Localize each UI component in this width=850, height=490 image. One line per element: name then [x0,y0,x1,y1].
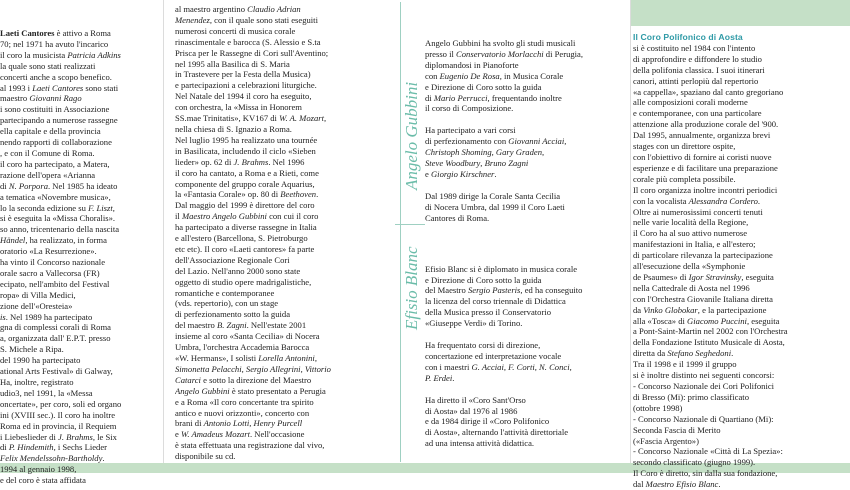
text-line: del 1990 ha partecipato [0,355,81,366]
text-line: con l'obiettivo di fornire ai coristi nuove [633,151,772,162]
text-line: e da 1984 dirige il «Coro Polifonico [425,416,550,427]
text-line: di Aosta» dal 1976 al 1986 [425,405,518,416]
text-line: antico e nuovi orizzonti», concerto con [175,407,310,418]
text-line: «Giuseppe Verdi» di Torino. [425,318,523,329]
text-line: la «Fantasia Corale» op. 80 di Beethoven. [175,189,319,200]
text-line: ella capitale e della provincia [0,126,101,137]
text-line: i sono costituiti in Associazione [0,104,110,115]
blanc-bio-3 [425,395,625,450]
text-line: dal Maestro Efisio Blanc. [633,479,721,490]
blanc-bio-1 [425,264,625,329]
text-line: in Basilicata, includendo il ciclo «Sieben [175,145,316,156]
text-line: Angelo Gubbini ha svolto gli studi musicali [425,38,576,48]
text-line: ad una intensa attività didattica. [425,438,535,449]
text-line: Ha diretto il «Coro Sant'Orso [425,394,526,405]
text-line: di perfezionamento con Giovanni Acciai, [425,136,567,147]
text-line: della Musica presso il Conservatorio [425,307,552,318]
text-line: 70; nel 1971 ha avuto l'incarico [0,38,109,49]
text-line: nella chiesa di S. Ignazio a Roma. [175,123,292,134]
text-line: oratorio «La Resurrezione». [0,246,97,257]
text-line: so anno, tricentenario della nascita [0,224,120,235]
gubbini-bio-2 [425,125,625,180]
text-line: ha vinto il Concorso nazionale [0,257,106,268]
text-line: Menendez, con il quale sono stati eseguiti [175,14,318,25]
text-line: stages con un direttore ospite, [633,141,736,152]
text-line: (vds. repertorio), con un stage [175,298,279,309]
horizontal-divider [395,224,425,225]
text-line: con Eugenio De Rosa, in Musica Corale [425,70,564,81]
text-line: il Maestro Angelo Gubbini con cui il coro [175,211,319,222]
text-line: diretta da Stefano Seghedoni. [633,348,734,359]
text-line: i Liebeslieder di J. Brahms, le Six [0,431,117,442]
text-line: a tematica «Novembre musica», [0,191,111,202]
text-line: si è inoltre distinto nei seguenti concorsi: [633,370,775,381]
vertical-divider [400,2,401,462]
text-line: di Nocera Umbra, dal 1999 il Coro Laeti [425,201,565,212]
text-line: Il Coro è diretto, sin dalla sua fondazione, [633,468,778,479]
text-line: dell'Associazione Regionale Cori [175,254,290,265]
text-line: di N. Porpora. Nel 1985 ha ideato [0,180,118,191]
text-line: («Fascia Argento») [633,435,699,446]
text-line: della Fondazione Istituto Musicale di Aosta, [633,337,785,348]
text-line: corale più completa possibile. [633,173,736,184]
text-line: la licenza del corso triennale di Didattica [425,296,566,307]
text-line: Dal 1995, annualmente, organizza brevi [633,130,771,141]
text-line: al 1993 i Laeti Cantores sono stati [0,82,119,93]
text-line: componente del gruppo corale Aquarius, [175,178,315,189]
text-line: alla «Tosca» di Giacomo Puccini, eseguita [633,315,780,326]
text-line: Seconda Fascia di Merito [633,424,721,435]
text-line: S. Michele a Ripa. [0,344,64,355]
text-line: e W. Amadeus Mozart. Nell'occasione [175,429,305,440]
text-line: in Trastevere per la Festa della Musica) [175,69,311,80]
text-line: gna di complessi corali di Roma [0,322,111,333]
text-line: ha partecipato a diverse rassegne in Italia [175,222,317,233]
text-line: Ha partecipato a vari corsi [425,125,516,136]
text-line: nelle varie località della Regione, [633,217,749,228]
text-line: e a Roma «Il coro concertante tra spirito [175,396,314,407]
text-line: di Aosta», alternando l'attività direttoriale [425,427,569,438]
text-line: il Coro ha al suo attivo numerose [633,228,748,239]
text-line: nendo rapporti di collaborazione [0,137,112,148]
text-line: il coro la musicista Patricia Adkins [0,49,121,60]
text-line: il coro ha cantato, a Roma e a Rieti, come [175,167,319,178]
text-line: e contemporanee, con una particolare [633,108,762,119]
text-line: presso il Conservatorio Morlacchi di Perugia, [425,48,584,59]
text-line: e all'estero (Barcellona, S. Pietroburgo [175,233,308,244]
text-line: Cantores di Roma. [425,212,490,223]
text-line: rinascimentale e barocca (S. Alessio e S.ta [175,36,321,47]
text-line: di P. Hindemith, i Sechs Lieder [0,442,108,453]
fold-line-1 [163,0,164,463]
text-line: di particolare rilevanza la partecipazione [633,250,773,261]
text-line: si è costituito nel 1984 con l'intento [633,42,756,53]
text-line: Tra il 1998 e il 1999 il gruppo [633,359,737,370]
text-line: la quale sono stati realizzati [0,60,96,71]
text-line: Umbra, l'orchestra Accademia Barocca [175,342,310,353]
text-line: di Bresso (Mi): primo classificato [633,391,749,402]
text-line: del maestro B. Zagni. Nell'estate 2001 [175,320,307,331]
text-line: con la vocalista Alessandra Cordero. [633,195,761,206]
text-line: Dal 1989 dirige la Corale Santa Cecilia [425,190,561,201]
text-line: al maestro argentino Claudio Adrian [175,4,301,14]
text-line: Nel luglio 1995 ha realizzato una tournée [175,134,318,145]
text-line: e Direzione di Coro sotto la guida [425,274,542,285]
text-line: numerosi concerti di musica corale [175,25,296,36]
text-line: - Concorso Nazionale «Città di La Spezia»: [633,446,783,457]
text-line: attenzione alla produzione corale del '900. [633,119,779,130]
text-line: di perfezionamento sotto la guida [175,309,291,320]
text-line: del Lazio. Nell'anno 2000 sono state [175,265,301,276]
text-line: orale sacro a Vallecorsa (FR) [0,267,100,278]
text-line: Nel Natale del 1994 il coro ha eseguito, [175,91,312,102]
text-line: oncertate», per coro, soli ed organo [0,398,122,409]
section-heading: Il Coro Polifonico di Aosta [633,32,743,42]
text-line: Roma ed in provincia, il Requiem [0,420,117,431]
text-line: e Giorgio Kirschner. [425,168,497,179]
column-coro-polifonico-aosta [633,32,850,490]
text-line: Angelo Gubbini è stato presentato a Perugia [175,385,326,396]
text-line: manifestazioni in Italia, e all'estero; [633,239,756,250]
text-line: insieme al coro «Santa Cecilia» di Nocera [175,331,320,342]
text-line: de Psaumes» di Igor Stravinsky, eseguita [633,271,774,282]
text-line: e Direzione di Coro sotto la guida [425,81,542,92]
text-line: Christoph Shoming, Gary Graden, [425,147,545,158]
text-line: con orchestra, la «Missa in Honorem [175,102,302,113]
text-line: concerti anche a scopo benefico. [0,71,112,82]
text-line: Catarci e sotto la direzione del Maestro [175,374,312,385]
text-line: 1994 al gennaio 1998, [0,464,77,475]
text-line: Felix Mendelssohn-Bartholdy. [0,453,105,464]
text-line: ecipato, nell'ambito del Festival [0,278,110,289]
text-line: is. Nel 1989 ha partecipato [0,311,93,322]
text-line: con i maestri G. Acciai, F. Corti, N. Conci, [425,361,572,372]
text-line: concertazione ed interpretazione vocale [425,350,562,361]
text-line: all'esecuzione della «Symphonie [633,261,746,272]
text-line: Oltre ai numerosissimi concerti tenuti [633,206,763,217]
text-line: secondo classificato (giugno 1999). [633,457,756,468]
text-line: Il coro organizza inoltre incontri periodici [633,184,778,195]
column-laeti-cantores-continued [175,4,385,462]
text-line: il corso di Composizione. [425,103,514,114]
text-line: è stata effettuata una registrazione dal vivo, [175,440,325,451]
text-line: Prisca per le Rassegne di Cori sull'Aventino; [175,47,329,58]
text-line: lo la seconda edizione su F. Liszt, [0,202,115,213]
text-line: partecipando a numerose rassegne [0,115,118,126]
text-line: del Maestro Sergio Pasteris, ed ha conseguito [425,285,583,296]
text-line: di Mario Perrucci, frequentando inoltre [425,92,562,103]
text-line: disponibile su cd. [175,451,236,462]
text-line: esperienze e di facilitare una preparazione [633,162,778,173]
text-line: P. Erdei. [425,372,455,383]
text-line: si è eseguita la «Missa Choralis». [0,213,116,224]
text-line: zione dell'«Oresteia» [0,300,73,311]
header-color-band [630,0,850,26]
text-line: etc etc). Il coro «Laeti cantores» fa parte [175,243,315,254]
text-line: «a cappella», spaziano dal canto gregoriano [633,86,784,97]
text-line: con l'Orchestra Giovanile Italiana diretta [633,293,773,304]
text-line: Händel, ha realizzato, in forma [0,235,107,246]
text-line: a, organizzata dall' E.P.T. presso [0,333,111,344]
text-line: Ha, inoltre, registrato [0,377,74,387]
vertical-label-angelo-gubbini: Angelo Gubbini [402,81,421,190]
text-line: nella Cattedrale di Aosta nel 1996 [633,282,750,293]
text-line: udio3, nel 1991, la «Messa [0,387,93,398]
text-line: lieder» op. 62 di J. Brahms. Nel 1996 [175,156,305,167]
column-biographies [425,38,625,449]
text-line: razione dell'opera «Arianna [0,169,96,180]
text-line: e del coro è stata affidata [0,475,86,486]
blanc-bio-2 [425,340,625,384]
text-line: ini (XVIII sec.). Il coro ha inoltre [0,409,116,420]
text-line: nel 1995 alla Basilica di S. Maria [175,58,290,69]
text-line: di approfondire e diffondere lo studio [633,53,762,64]
text-line: da Vinko Globokar, e la partecipazione [633,304,767,315]
text-line: SS.mae Trinitatis», KV167 di W. A. Mozart, [175,113,327,124]
text-line: Simonetta Pelacchi, Sergio Allegrini, Vittorio [175,363,331,374]
text-line: a Pont-Saint-Martin nel 2002 con l'Orchestra [633,326,788,337]
text-line: diplomandosi in Pianoforte [425,59,519,70]
text-line: , e con il Comune di Roma. [0,147,95,158]
column-laeti-cantores [0,28,160,486]
text-line: alle composizioni corali moderne [633,97,748,108]
text-line: ational Arts Festival» di Galway, [0,366,113,377]
text-line: oggetto di studio opere madrigalistiche, [175,276,312,287]
text-line: «W. Hermans», I solisti Lorella Antonini, [175,353,317,363]
text-line: Ha frequentato corsi di direzione, [425,340,541,351]
text-line: brani di Antonio Lotti, Henry Purcell [175,418,303,429]
vertical-label-efisio-blanc: Efisio Blanc [402,246,421,330]
text-line: (ottobre 1998) [633,402,683,413]
text-line: - Concorso Nazionale dei Cori Polifonici [633,381,775,391]
text-line: della polifonia classica. I suoi itinerari [633,64,765,75]
text-line: e partecipazioni a celebrazioni liturgiche. [175,80,317,91]
gubbini-bio-3 [425,191,625,224]
text-line: canori, attinti perlopiù dal repertorio [633,75,759,86]
gubbini-bio-1 [425,38,625,114]
text-line: Efisio Blanc si è diplomato in musica corale [425,263,578,274]
text-line: il coro ha partecipato, a Matera, [0,158,110,169]
text-line: romantiche e contemporanee [175,287,275,298]
text-line: Laeti Cantores è attivo a Roma [0,28,111,38]
text-line: Dal maggio del 1999 è direttore del coro [175,200,315,211]
text-line: Steve Woodbury, Bruno Zagni [425,158,529,169]
text-line: ropa» di Villa Medici, [0,289,76,300]
aosta-body [633,43,850,490]
fold-line-3 [630,0,631,463]
text-line: - Concorso Nazionale di Quartiano (Mi): [633,413,774,424]
text-line: maestro Giovanni Rago [0,93,82,104]
